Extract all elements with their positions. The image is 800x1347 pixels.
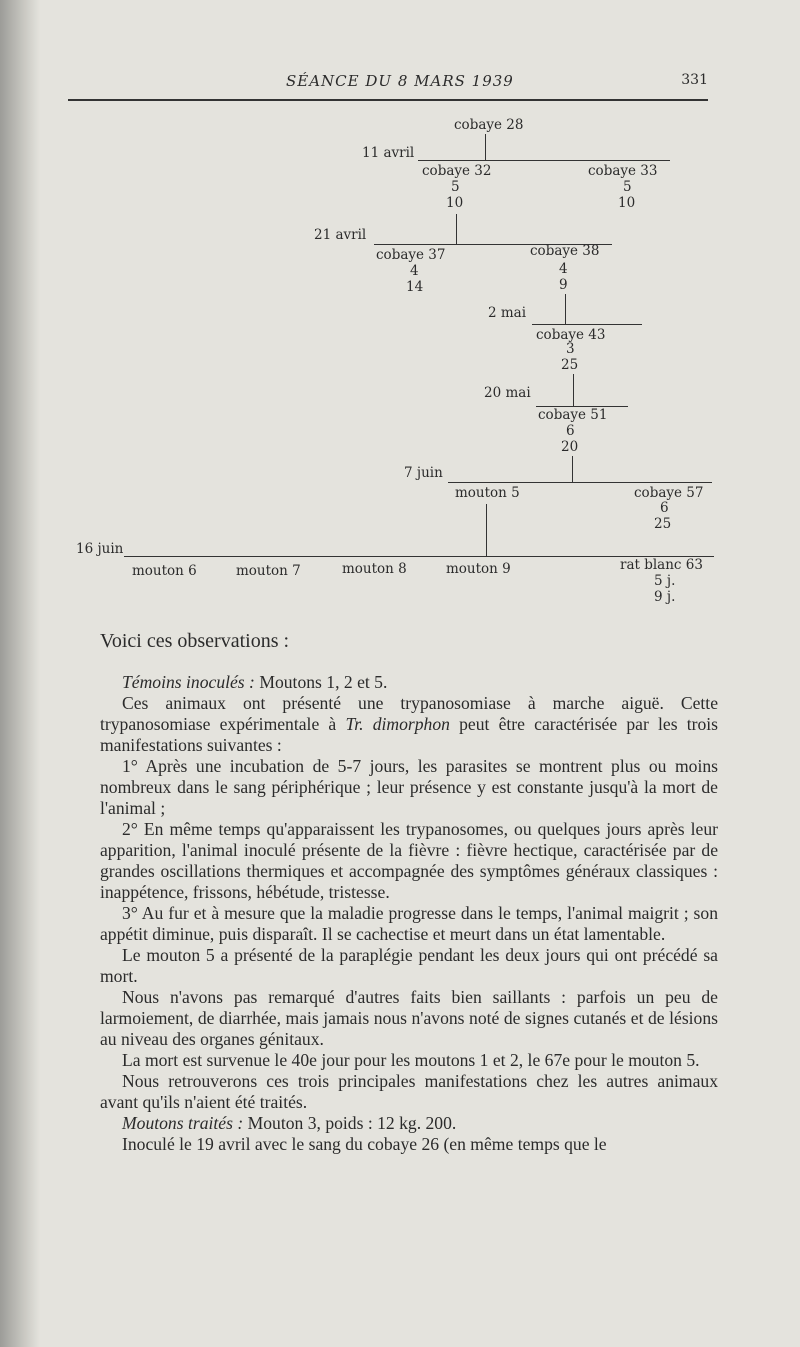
traites-label: Moutons traités : xyxy=(122,1113,244,1133)
tree-value: 4 xyxy=(410,263,419,279)
paragraph-1-rest: peut être caractérisée par les trois manifestations suivantes : xyxy=(100,714,718,755)
paragraph-1-text: Ces animaux ont présenté une trypanosomiase à marche aiguë. Cette trypanosomiase expérimentale à xyxy=(100,693,718,734)
paragraph-traites xyxy=(100,1113,718,1134)
tree-node-cobaye-33: cobaye 33 xyxy=(588,163,658,179)
tree-connector xyxy=(456,214,457,244)
tree-connector xyxy=(486,504,487,556)
paragraph-1 xyxy=(100,693,718,756)
tree-value: 10 xyxy=(618,195,636,211)
paragraph-6: Nous n'avons pas remarqué d'autres faits bien saillants : parfois un peu de larmoiement, de diarrhée, mais jamais nous n'avons noté de signes cutanés et de lésions au niveau des organes génitaux. xyxy=(100,987,718,1049)
paragraph-9: Inoculé le 19 avril avec le sang du cobaye 26 (en même temps que le xyxy=(122,1134,607,1154)
tree-value: 4 xyxy=(559,261,568,277)
tree-branch-line xyxy=(448,482,712,483)
tree-value: 6 xyxy=(566,423,575,439)
paragraph-3: 2° En même temps qu'apparaissent les trypanosomes, ou quelques jours après leur apparition, l'animal inoculé présente de la fièvre : fièvre hectique, caractérisée par de grandes oscillations thermiques et accompagnée des symptômes généraux classiques : inappétence, frissons, hébétude, tristesse. xyxy=(100,819,718,902)
tree-connector xyxy=(485,134,486,160)
tree-date-11-avril: 11 avril xyxy=(362,145,415,161)
tree-node-mouton-6: mouton 6 xyxy=(132,563,197,579)
tree-value: 25 xyxy=(561,357,579,373)
tree-value: 9 j. xyxy=(654,589,676,605)
tree-node-cobaye-38: cobaye 38 xyxy=(530,243,600,259)
running-title: SÉANCE DU 8 MARS 1939 xyxy=(286,72,514,90)
tree-value: 25 xyxy=(654,516,672,532)
tree-node-cobaye-32: cobaye 32 xyxy=(422,163,492,179)
paragraph-temoins xyxy=(100,672,718,693)
tree-node-cobaye-37: cobaye 37 xyxy=(376,247,446,263)
body-text xyxy=(100,672,718,1155)
tree-connector xyxy=(572,456,573,482)
tree-node-mouton-7: mouton 7 xyxy=(236,563,301,579)
traites-text: Mouton 3, poids : 12 kg. 200. xyxy=(243,1113,457,1133)
tree-value: 5 j. xyxy=(654,573,676,589)
tree-date-2-mai: 2 mai xyxy=(488,305,527,321)
tree-connector xyxy=(573,374,574,406)
paragraph-4: 3° Au fur et à mesure que la maladie progresse dans le temps, l'animal maigrit ; son appétit diminue, puis disparaît. Il se cachectise et meurt dans un état lamentable. xyxy=(100,903,718,944)
paragraph-2: 1° Après une incubation de 5-7 jours, les parasites se montrent plus ou moins nombreux dans le sang périphérique ; leur présence y est constante jusqu'à la mort de l'animal ; xyxy=(100,756,718,818)
species-name: Tr. dimorphon xyxy=(345,714,450,734)
tree-node-mouton-5: mouton 5 xyxy=(455,485,520,501)
page-number: 331 xyxy=(681,72,708,88)
temoins-text: Moutons 1, 2 et 5. xyxy=(254,672,388,692)
tree-node-rat-blanc-63: rat blanc 63 xyxy=(620,557,703,573)
tree-value: 3 xyxy=(566,341,575,357)
tree-value: 20 xyxy=(561,439,579,455)
tree-value: 10 xyxy=(446,195,464,211)
tree-node-cobaye-43: cobaye 43 xyxy=(536,327,606,343)
tree-date-20-mai: 20 mai xyxy=(484,385,531,401)
tree-branch-line xyxy=(532,324,642,325)
tree-value: 5 xyxy=(623,179,632,195)
tree-value: 9 xyxy=(559,277,568,293)
tree-date-16-juin: 16 juin xyxy=(76,541,124,557)
tree-node-cobaye-51: cobaye 51 xyxy=(538,407,608,423)
tree-date-7-juin: 7 juin xyxy=(404,465,443,481)
tree-value: 14 xyxy=(406,279,424,295)
tree-connector xyxy=(565,294,566,324)
tree-branch-line xyxy=(418,160,670,161)
paragraph-5: Le mouton 5 a présenté de la paraplégie pendant les deux jours qui ont précédé sa mort. xyxy=(100,945,718,986)
paragraph-7: La mort est survenue le 40e jour pour les moutons 1 et 2, le 67e pour le mouton 5. xyxy=(122,1050,700,1070)
tree-node-cobaye-28: cobaye 28 xyxy=(454,117,524,133)
transmission-tree-diagram xyxy=(0,0,800,620)
tree-node-mouton-9: mouton 9 xyxy=(446,561,511,577)
tree-value: 6 xyxy=(660,500,669,516)
paragraph-8: Nous retrouverons ces trois principales manifestations chez les autres animaux avant qu'ils n'aient été traités. xyxy=(100,1071,718,1112)
section-intro: Voici ces observations : xyxy=(100,630,290,652)
tree-node-mouton-8: mouton 8 xyxy=(342,561,407,577)
tree-date-21-avril: 21 avril xyxy=(314,227,367,243)
tree-node-cobaye-57: cobaye 57 xyxy=(634,485,704,501)
temoins-label: Témoins inoculés : xyxy=(122,672,255,692)
tree-value: 5 xyxy=(451,179,460,195)
